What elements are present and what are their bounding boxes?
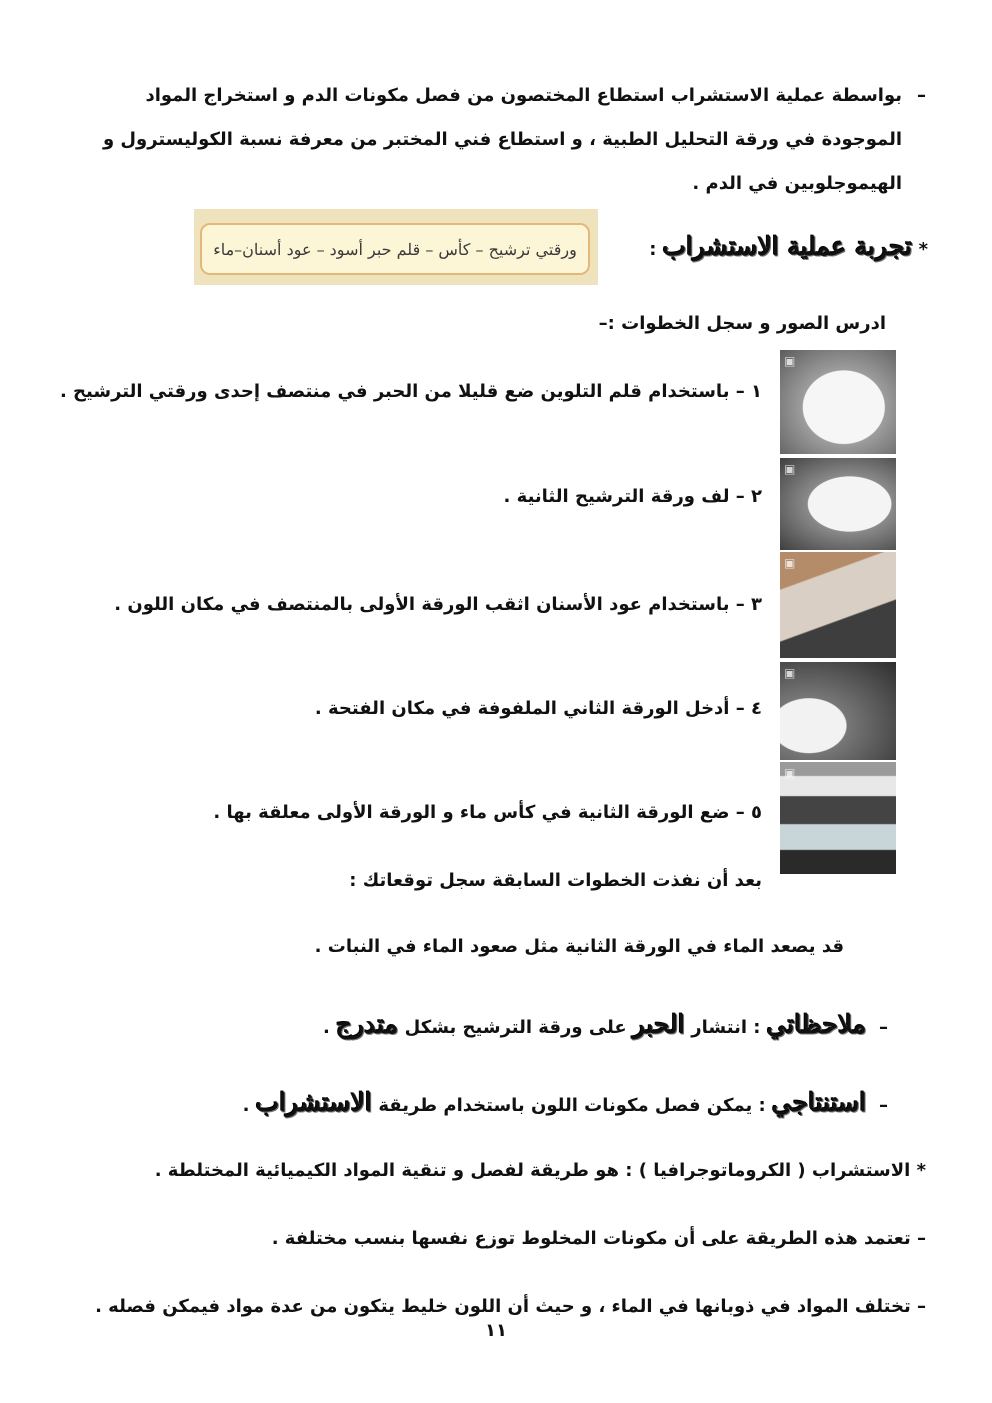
experiment-heading	[649, 232, 928, 262]
materials-banner	[194, 209, 598, 285]
materials-box	[200, 223, 590, 275]
camera-icon: ▣	[784, 556, 796, 570]
observation-text-1: : انتشار	[691, 1017, 761, 1038]
camera-icon: ▣	[784, 354, 796, 368]
observation-dash: –	[879, 1017, 888, 1038]
step-1-photo	[780, 350, 896, 454]
step-4-photo	[780, 662, 896, 760]
conclusion-label: استنتاجي	[772, 1088, 867, 1117]
camera-icon: ▣	[784, 766, 796, 780]
conclusion-end: .	[242, 1095, 250, 1116]
step-1: ١ – باستخدام قلم التلوين ضع قليلا من الحبر في منتصف إحدى ورقتي الترشيح .	[59, 381, 762, 402]
camera-icon: ▣	[784, 462, 796, 476]
prediction-answer: قد يصعد الماء في الورقة الثانية مثل صعود الماء في النبات .	[314, 936, 844, 957]
step-2-photo	[780, 458, 896, 550]
study-instruction: ادرس الصور و سجل الخطوات :–	[598, 313, 886, 334]
step-2: ٢ – لف ورقة الترشيح الثانية .	[503, 486, 762, 507]
observation-line	[323, 1010, 888, 1040]
definition-line: * الاستشراب ( الكروماتوجرافيا ) : هو طريقة لفصل و تنقية المواد الكيميائية المختلطة .	[154, 1160, 926, 1181]
experiment-title: تجربة عملية الاستشراب	[662, 232, 913, 261]
step-3-photo	[780, 552, 896, 658]
materials-text: ورقتي ترشيح – كأس – قلم حبر أسود – عود أسنان–ماء	[213, 239, 577, 259]
step-4: ٤ – أدخل الورقة الثاني الملفوفة في مكان الفتحة .	[314, 698, 762, 719]
observation-text-2: على ورقة الترشيح بشكل	[404, 1017, 627, 1038]
observation-ink: الحبر	[632, 1010, 686, 1039]
conclusion-method: الاستشراب	[255, 1088, 373, 1117]
page-number: ١١	[485, 1320, 507, 1341]
conclusion-dash: –	[879, 1095, 888, 1116]
after-steps-prompt: بعد أن نفذت الخطوات السابقة سجل توقعاتك :	[349, 870, 762, 891]
fact-2-line: – تختلف المواد في ذوبانها في الماء ، و حيث أن اللون خليط يتكون من عدة مواد فيمكن فصله .	[95, 1296, 926, 1317]
step-3: ٣ – باستخدام عود الأسنان اثقب الورقة الأولى بالمنتصف في مكان اللون .	[114, 594, 762, 615]
intro-text: بواسطة عملية الاستشراب استطاع المختصون من فصل مكونات الدم و استخراج المواد الموجودة في ورقة التحليل الطبية ، و استطاع فني المختبر من معرفة نسبة الكوليسترول و الهيموجلوبين في الدم .	[102, 85, 902, 194]
observation-label: ملاحظاتي	[766, 1010, 867, 1039]
heading-star: *	[918, 239, 928, 260]
fact-1-line: – تعتمد هذه الطريقة على أن مكونات المخلوط توزع نفسها بنسب مختلفة .	[271, 1228, 926, 1249]
observation-end: .	[322, 1017, 330, 1038]
intro-dash: –	[917, 85, 926, 106]
observation-gradual: متدرج	[336, 1010, 399, 1039]
step-5: ٥ – ضع الورقة الثانية في كأس ماء و الورقة الأولى معلقة بها .	[213, 802, 762, 823]
conclusion-text: : يمكن فصل مكونات اللون باستخدام طريقة	[378, 1095, 766, 1116]
heading-colon: :	[649, 239, 657, 260]
camera-icon: ▣	[784, 666, 796, 680]
intro-paragraph	[72, 74, 926, 206]
step-5-photo	[780, 762, 896, 874]
conclusion-line	[243, 1088, 888, 1118]
